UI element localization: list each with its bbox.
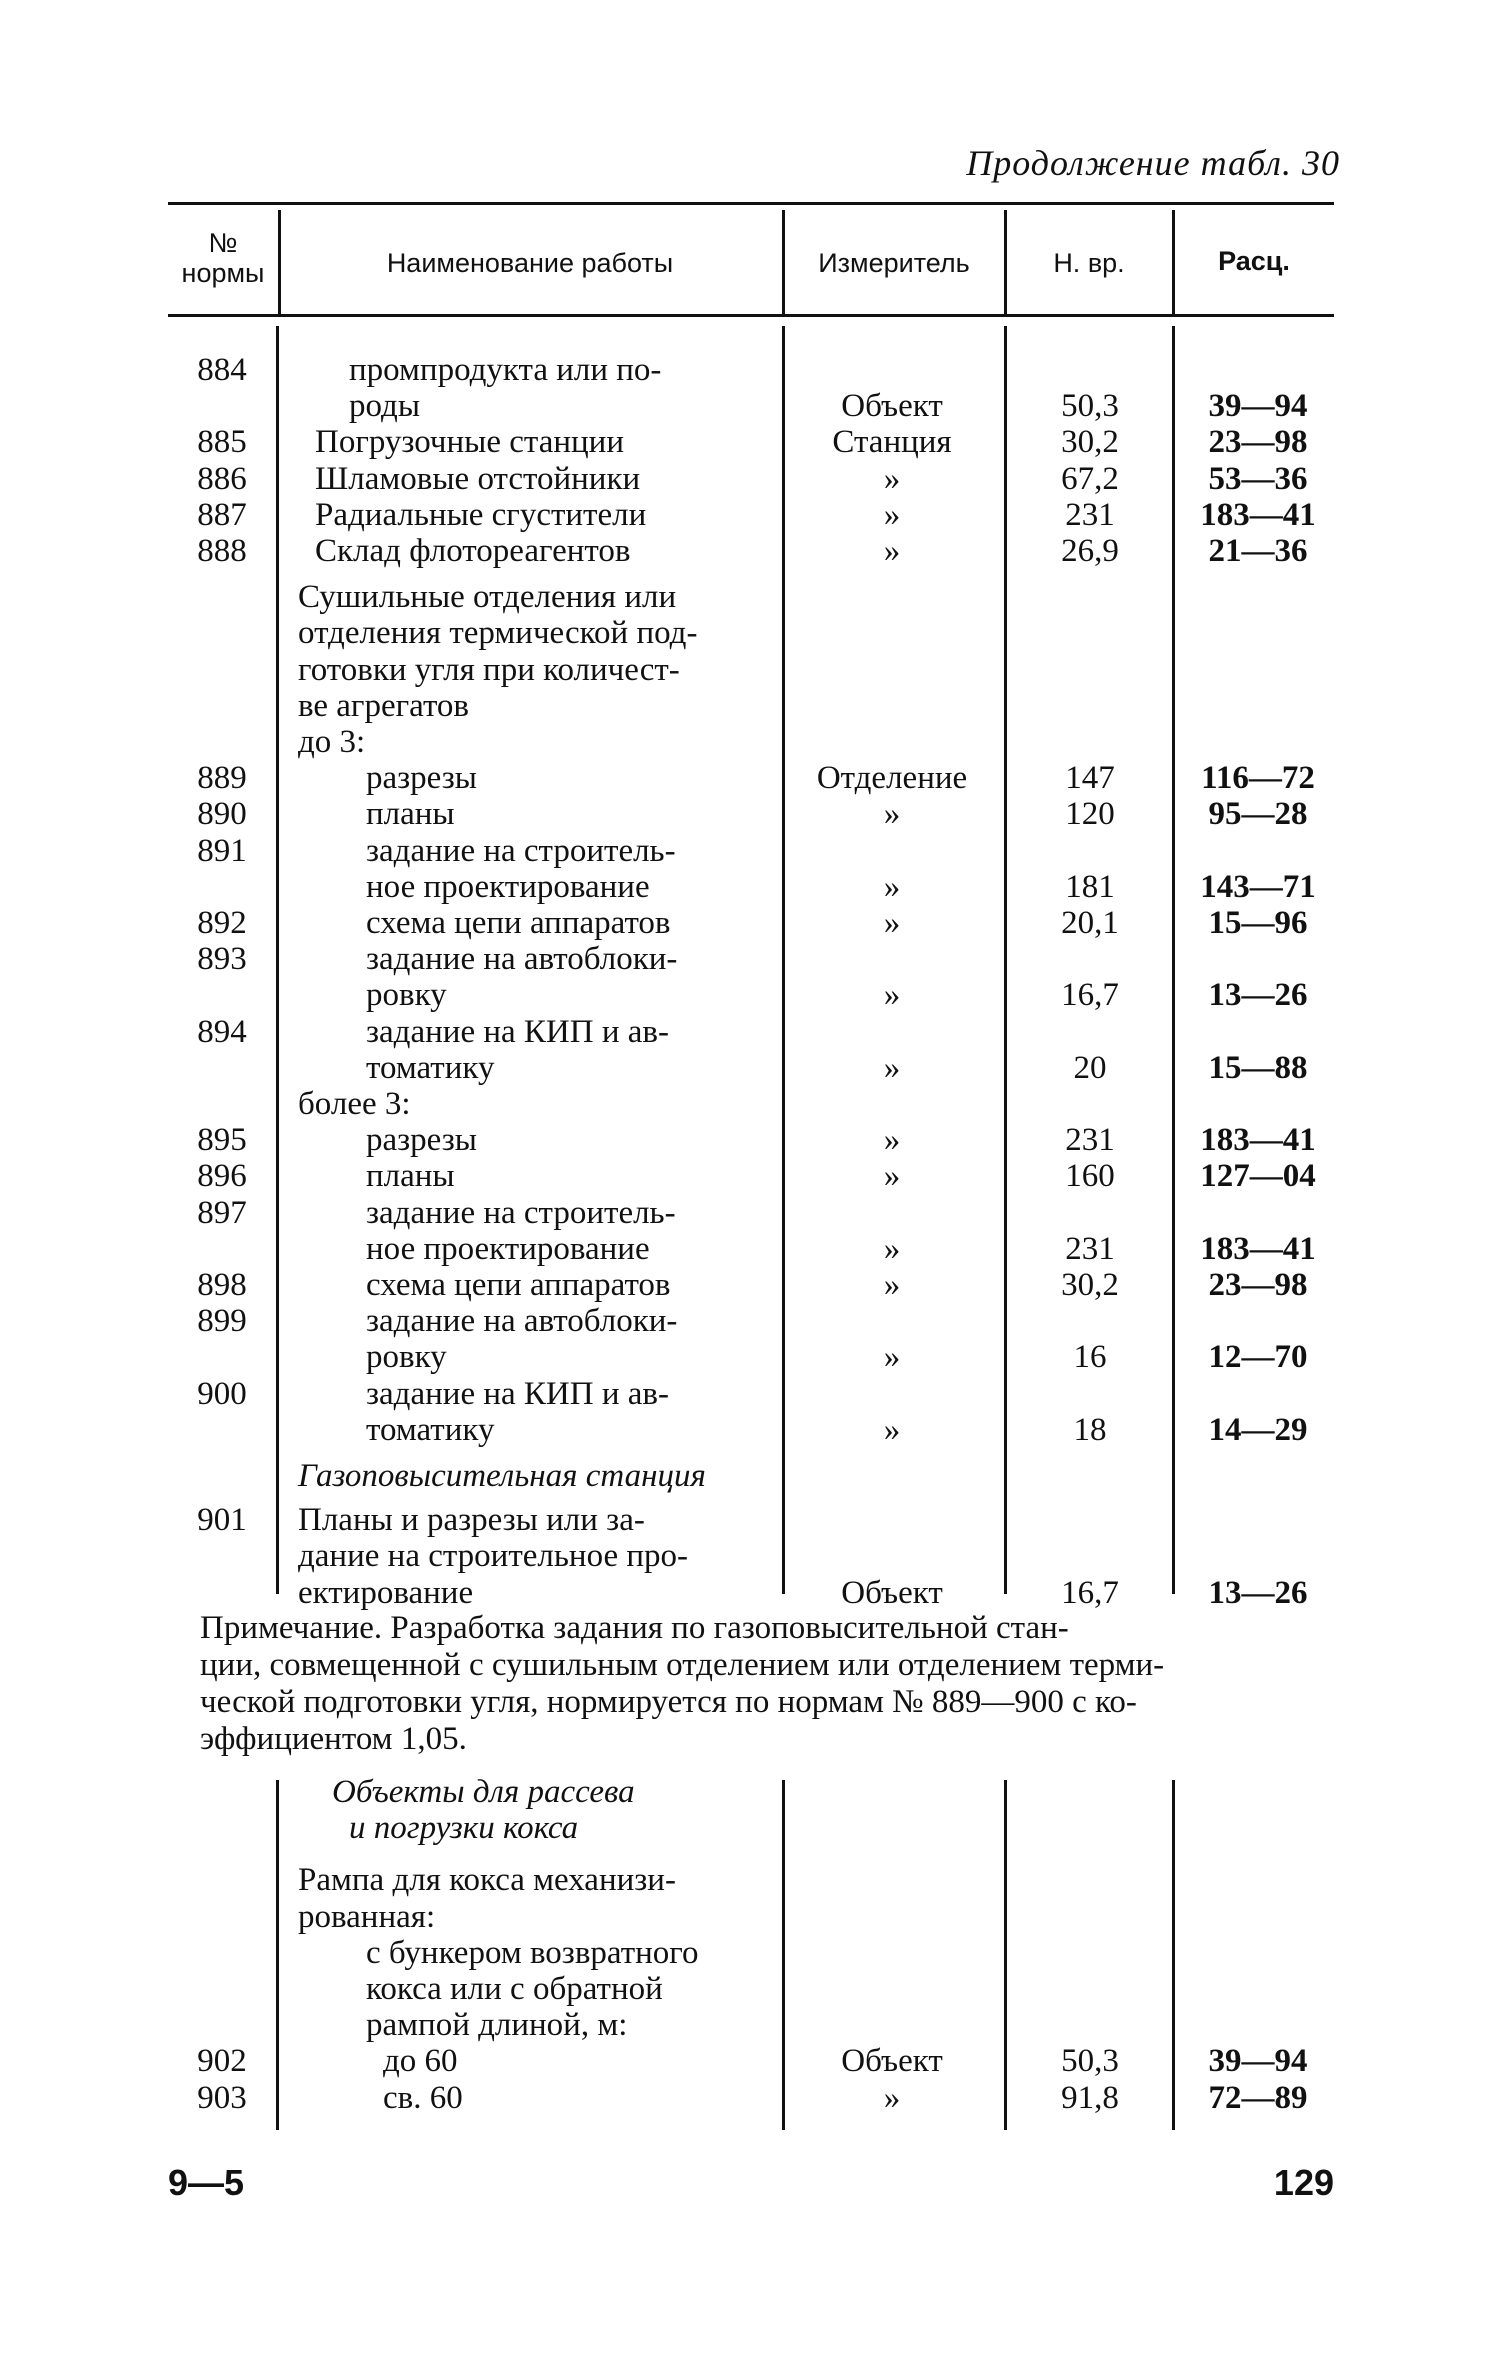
- norm-number: 900: [197, 1375, 247, 1412]
- rate-value: 53—36: [1208, 460, 1308, 497]
- work-name: более 3:: [298, 1086, 411, 1122]
- time-norm: 231: [1065, 496, 1115, 533]
- measure-unit: »: [883, 460, 901, 497]
- rate-value: 13—26: [1208, 977, 1308, 1014]
- note-line: ции, совмещенной с сушильным отделением или отделением терми-: [200, 1647, 1165, 1683]
- header-bottom-rule: [168, 314, 1334, 317]
- table-row: [0, 1014, 1500, 1050]
- time-norm: 16,7: [1061, 977, 1119, 1014]
- work-name: задание на строитель-: [366, 1194, 676, 1231]
- table-row: [0, 760, 1500, 796]
- time-norm: 30,2: [1061, 424, 1119, 461]
- time-norm: 231: [1065, 1230, 1115, 1267]
- table-row: [0, 1971, 1500, 2007]
- table-row: [0, 796, 1500, 832]
- table-row: [0, 1267, 1500, 1303]
- table-row: [0, 1376, 1500, 1412]
- measure-unit: »: [883, 1411, 901, 1448]
- header-name: Наименование работы: [386, 248, 674, 278]
- norm-number: 888: [197, 533, 247, 569]
- table-row: [0, 352, 1500, 388]
- table-row: [0, 1502, 1500, 1538]
- time-norm: 50,3: [1061, 2043, 1119, 2080]
- table-row: [0, 941, 1500, 977]
- header-num: [168, 228, 278, 288]
- table-row: [0, 1538, 1500, 1574]
- rate-value: 23—98: [1208, 424, 1308, 461]
- table-row: [0, 1122, 1500, 1158]
- table-row: [0, 533, 1500, 569]
- table-row: [0, 388, 1500, 424]
- measure-unit: »: [883, 1122, 901, 1159]
- work-name: рованная:: [298, 1898, 436, 1935]
- measure-unit: Станция: [832, 424, 952, 461]
- table-row: [0, 461, 1500, 497]
- time-norm: 50,3: [1061, 388, 1119, 425]
- norm-number: 891: [197, 832, 247, 869]
- norm-number: 886: [197, 460, 247, 497]
- table-row: [0, 1086, 1500, 1122]
- work-name: планы: [366, 1158, 455, 1195]
- measure-unit: Объект: [841, 2043, 943, 2080]
- measure-unit: »: [883, 533, 901, 569]
- work-name: Объекты для рассева: [332, 1774, 635, 1810]
- work-name: Рампа для кокса механизи-: [298, 1862, 676, 1899]
- work-name: Планы и разрезы или за-: [298, 1502, 645, 1539]
- measure-unit: »: [883, 796, 901, 833]
- norm-number: 890: [197, 796, 247, 833]
- table-row: [0, 1774, 1500, 1810]
- table-row: [0, 424, 1500, 460]
- work-name: Сушильные отделения или: [298, 579, 677, 616]
- norm-number: 885: [197, 424, 247, 461]
- work-name: задание на КИП и ав-: [366, 1013, 669, 1050]
- rate-value: 143—71: [1200, 868, 1316, 905]
- header-num-line1: №: [208, 228, 238, 258]
- header-measure: Измеритель: [818, 248, 970, 278]
- time-norm: 120: [1065, 796, 1115, 833]
- rate-value: 12—70: [1208, 1339, 1308, 1376]
- work-name: Склад флотореагентов: [315, 533, 631, 569]
- table-row: [0, 1195, 1500, 1231]
- work-name: ное проектирование: [366, 868, 650, 905]
- header-top-rule: [168, 202, 1334, 205]
- time-norm: 231: [1065, 1122, 1115, 1159]
- work-name: кокса или с обратной: [366, 1971, 663, 2007]
- time-norm: 160: [1065, 1158, 1115, 1195]
- norm-number: 895: [197, 1122, 247, 1159]
- table-row: [0, 905, 1500, 941]
- measure-unit: »: [883, 1049, 901, 1086]
- time-norm: 91,8: [1061, 2079, 1119, 2116]
- norm-number: 898: [197, 1267, 247, 1303]
- table-row: [0, 1862, 1500, 1898]
- rate-value: 13—26: [1208, 1574, 1308, 1611]
- work-name: Радиальные сгустители: [315, 496, 647, 533]
- rate-value: 14—29: [1208, 1411, 1308, 1448]
- table-row: [0, 1458, 1500, 1494]
- time-norm: 26,9: [1061, 533, 1119, 569]
- work-name: ровку: [366, 977, 447, 1014]
- table-row: [0, 977, 1500, 1013]
- table-row: [0, 1231, 1500, 1267]
- page-number: 129: [1273, 2162, 1334, 2203]
- rate-value: 127—04: [1200, 1158, 1316, 1195]
- norm-number: 903: [197, 2079, 247, 2116]
- time-norm: 20: [1073, 1049, 1107, 1086]
- work-name: схема цепи аппаратов: [366, 1267, 671, 1303]
- work-name: задание на автоблоки-: [366, 1303, 678, 1340]
- work-name: с бункером возвратного: [366, 1934, 699, 1971]
- work-name: разрезы: [366, 1122, 477, 1159]
- measure-unit: »: [883, 977, 901, 1014]
- work-name: ное проектирование: [366, 1230, 650, 1267]
- rate-value: 15—96: [1208, 905, 1308, 941]
- norm-number: 894: [197, 1013, 247, 1050]
- work-name: разрезы: [366, 760, 477, 797]
- footer-signature: 9—5: [168, 2162, 245, 2203]
- rate-value: 116—72: [1201, 760, 1315, 797]
- work-name: ве агрегатов: [298, 687, 470, 724]
- work-name: готовки угля при количест-: [298, 651, 680, 688]
- work-name: схема цепи аппаратов: [366, 905, 671, 941]
- table-row: [0, 2007, 1500, 2043]
- measure-unit: »: [883, 1267, 901, 1303]
- work-name: задание на строитель-: [366, 832, 676, 869]
- measure-unit: »: [883, 1230, 901, 1267]
- table-caption: Продолжение табл. 30: [966, 143, 1340, 183]
- work-name: томатику: [366, 1049, 495, 1086]
- work-name: отделения термической под-: [298, 615, 698, 652]
- table-row: [0, 724, 1500, 760]
- norm-number: 893: [197, 941, 247, 978]
- rate-value: 39—94: [1208, 2043, 1308, 2080]
- norm-number: 892: [197, 905, 247, 941]
- table-row: [0, 1339, 1500, 1375]
- work-name: задание на КИП и ав-: [366, 1375, 669, 1412]
- norm-number: 896: [197, 1158, 247, 1195]
- time-norm: 181: [1065, 868, 1115, 905]
- norm-number: 899: [197, 1303, 247, 1340]
- measure-unit: Отделение: [816, 760, 968, 797]
- rate-value: 183—41: [1200, 1122, 1316, 1159]
- work-name: роды: [349, 388, 421, 425]
- note-line: эффициентом 1,05.: [200, 1721, 467, 1757]
- time-norm: 147: [1065, 760, 1115, 797]
- table-row: [0, 688, 1500, 724]
- header-num-line2: нормы: [181, 258, 265, 288]
- table-row: [0, 1412, 1500, 1448]
- table-row: [0, 1899, 1500, 1935]
- work-name: Погрузочные станции: [315, 424, 625, 461]
- work-name: св. 60: [383, 2079, 463, 2116]
- measure-unit: Объект: [841, 1574, 943, 1611]
- measure-unit: »: [883, 905, 901, 941]
- rate-value: 39—94: [1208, 388, 1308, 425]
- work-name: до 60: [383, 2043, 458, 2080]
- work-name: Шламовые отстойники: [315, 460, 641, 497]
- work-name: задание на автоблоки-: [366, 941, 678, 978]
- measure-unit: »: [883, 496, 901, 533]
- measure-unit: »: [883, 1339, 901, 1376]
- work-name: до 3:: [298, 724, 366, 760]
- work-name: промпродукта или по-: [349, 352, 662, 388]
- measure-unit: »: [883, 868, 901, 905]
- table-row: [0, 1303, 1500, 1339]
- table-row: [0, 2043, 1500, 2079]
- table-row: [0, 1158, 1500, 1194]
- norm-number: 901: [197, 1502, 247, 1539]
- work-name: томатику: [366, 1411, 495, 1448]
- table-row: [0, 615, 1500, 651]
- time-norm: 18: [1073, 1411, 1107, 1448]
- note-line: ческой подготовки угля, нормируется по нормам № 889—900 с ко-: [200, 1684, 1137, 1720]
- measure-unit: »: [883, 1158, 901, 1195]
- table-row: [0, 1810, 1500, 1846]
- note-line: Примечание. Разработка задания по газоповысительной стан-: [200, 1610, 1069, 1646]
- norm-number: 897: [197, 1194, 247, 1231]
- time-norm: 16: [1073, 1339, 1107, 1376]
- header-nvr: Н. вр.: [1053, 248, 1125, 278]
- measure-unit: Объект: [841, 388, 943, 425]
- rate-value: 15—88: [1208, 1049, 1308, 1086]
- rate-value: 23—98: [1208, 1267, 1308, 1303]
- time-norm: 67,2: [1061, 460, 1119, 497]
- work-name: рампой длиной, м:: [366, 2007, 628, 2044]
- work-name: ектирование: [298, 1574, 474, 1611]
- rate-value: 183—41: [1200, 1230, 1316, 1267]
- norm-number: 902: [197, 2043, 247, 2080]
- work-name: дание на строительное про-: [298, 1538, 689, 1575]
- work-name: и погрузки кокса: [349, 1810, 579, 1847]
- table-row: [0, 579, 1500, 615]
- rate-value: 21—36: [1208, 533, 1308, 569]
- rate-value: 72—89: [1208, 2079, 1308, 2116]
- table-row: [0, 652, 1500, 688]
- norm-number: 887: [197, 496, 247, 533]
- work-name: ровку: [366, 1339, 447, 1376]
- table-row: [0, 2080, 1500, 2116]
- time-norm: 16,7: [1061, 1574, 1119, 1611]
- norm-number: 884: [197, 352, 247, 388]
- header-rate: Расц.: [1218, 246, 1290, 276]
- table-row: [0, 869, 1500, 905]
- time-norm: 30,2: [1061, 1267, 1119, 1303]
- work-name: Газоповысительная станция: [298, 1458, 706, 1494]
- table-row: [0, 497, 1500, 533]
- work-name: планы: [366, 796, 455, 833]
- time-norm: 20,1: [1061, 905, 1119, 941]
- rate-value: 95—28: [1208, 796, 1308, 833]
- measure-unit: »: [883, 2079, 901, 2116]
- rate-value: 183—41: [1200, 496, 1316, 533]
- table-row: [0, 1050, 1500, 1086]
- norm-number: 889: [197, 760, 247, 797]
- table-row: [0, 1575, 1500, 1611]
- table-row: [0, 1935, 1500, 1971]
- table-note: [200, 1610, 1334, 1758]
- table-row: [0, 833, 1500, 869]
